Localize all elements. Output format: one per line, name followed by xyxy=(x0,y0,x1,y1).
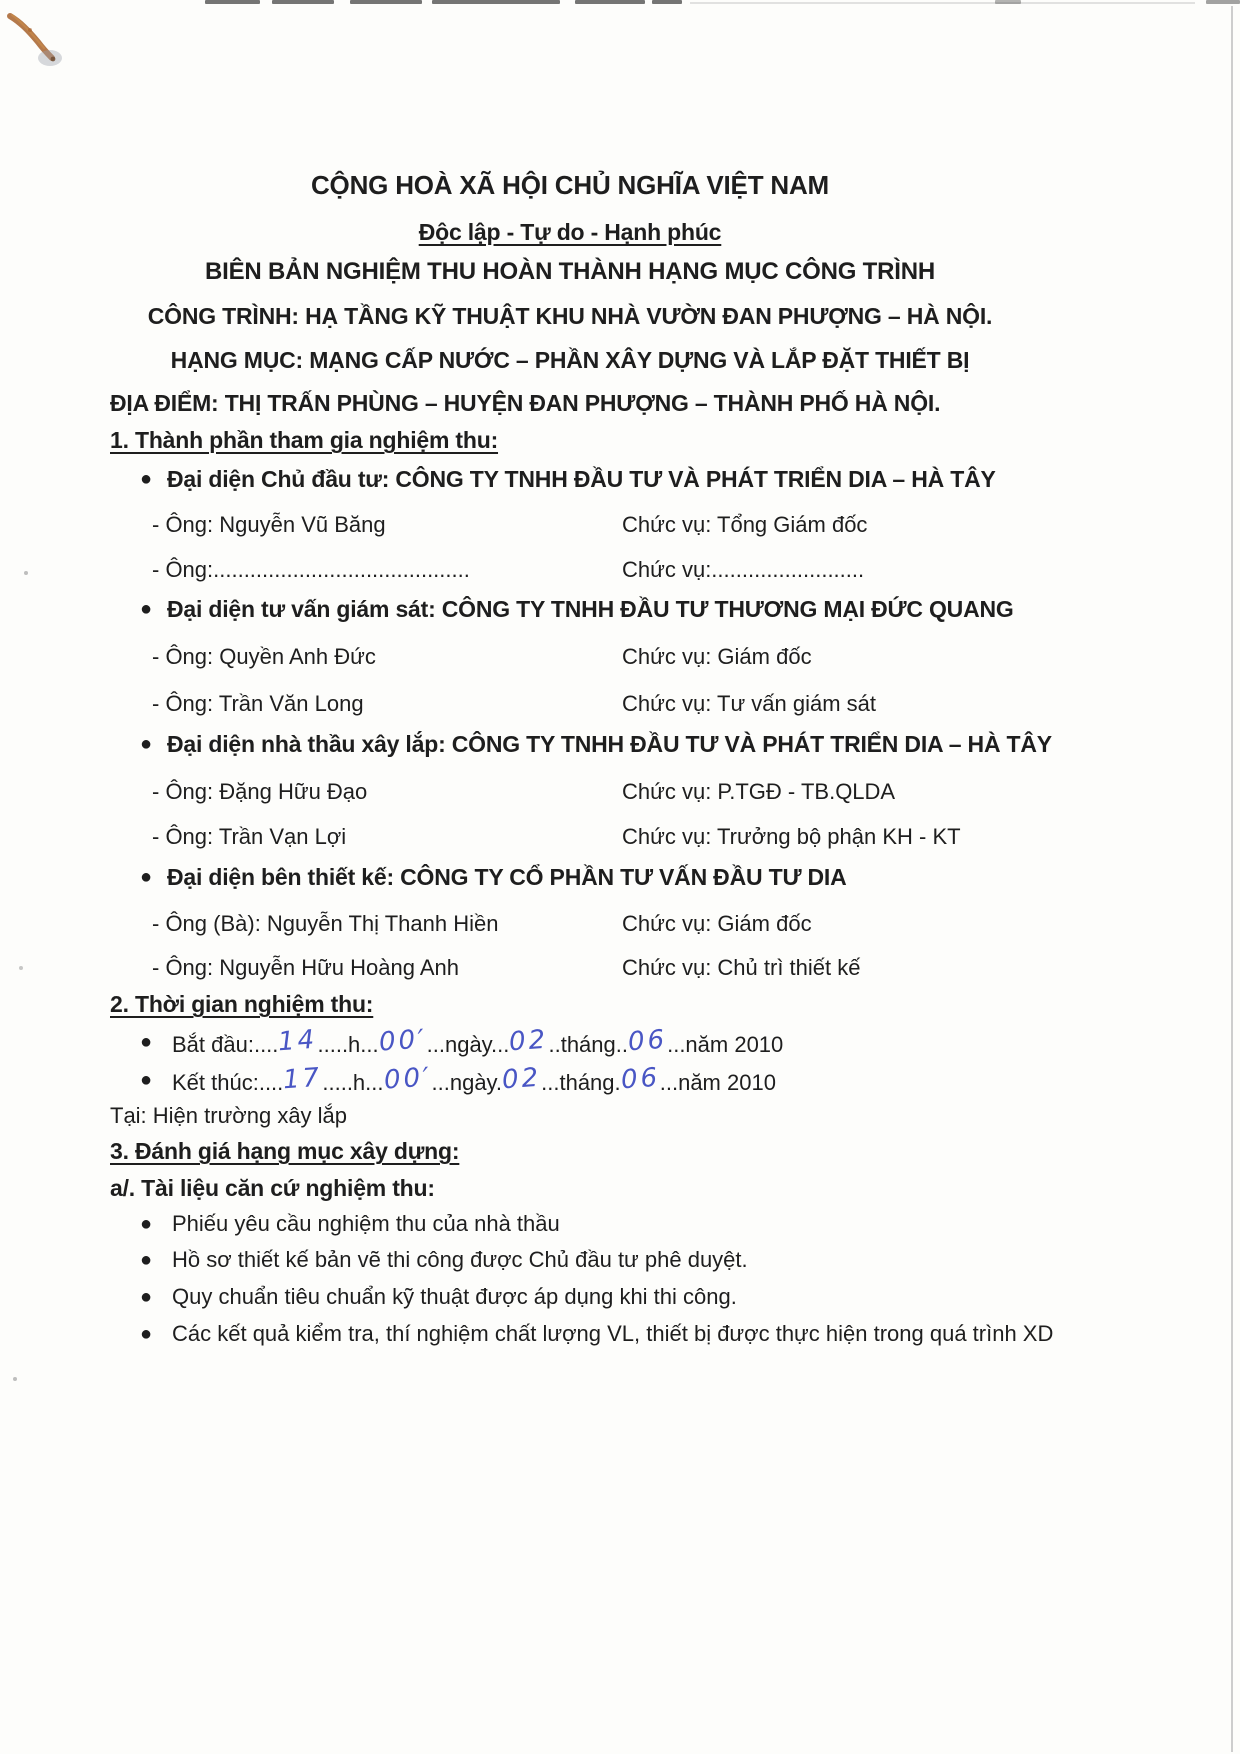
bullet-icon: ● xyxy=(140,1249,153,1271)
member-name: - Ông: Quyền Anh Đức xyxy=(152,644,376,669)
list-item-text: Hồ sơ thiết kế bản vẽ thi công được Chủ đầu tư phê duyệt. xyxy=(172,1247,748,1272)
scan-speck xyxy=(13,1377,17,1381)
member-name: - Ông: Trần Văn Long xyxy=(152,691,364,716)
bullet-icon: ● xyxy=(140,1286,153,1308)
national-motto xyxy=(0,219,1140,246)
bullet-icon: ● xyxy=(140,1323,153,1345)
scan-edge-mark xyxy=(995,0,1021,4)
bullet-icon: ● xyxy=(140,733,153,755)
handwritten-month: 06 xyxy=(619,1062,661,1096)
scan-edge-mark xyxy=(205,0,260,4)
member-role: Chức vụ:......................... xyxy=(622,557,865,582)
member-role: Chức vụ: Tổng Giám đốc xyxy=(622,512,868,537)
bullet-icon: ● xyxy=(140,866,153,888)
section1-heading xyxy=(110,427,1240,454)
member-role: Chức vụ: Tư vấn giám sát xyxy=(622,691,877,716)
handwritten-day: 02 xyxy=(508,1024,550,1058)
print-text: .....h... xyxy=(317,1032,379,1057)
list-item-text: Quy chuẩn tiêu chuẩn kỹ thuật được áp dụng khi thi công. xyxy=(172,1284,737,1309)
handwritten-hour: 14 xyxy=(277,1024,319,1058)
project-line: CÔNG TRÌNH: HẠ TẦNG KỸ THUẬT KHU NHÀ VƯỜN ĐAN PHƯỢNG – HÀ NỘI. xyxy=(147,303,993,329)
member-role: Chức vụ: Chủ trì thiết kế xyxy=(622,955,861,980)
list-item-text: Phiếu yêu cầu nghiệm thu của nhà thầu xyxy=(172,1211,560,1236)
member-role: Chức vụ: Giám đốc xyxy=(622,911,812,936)
section2-heading xyxy=(110,991,1240,1018)
scan-edge-mark xyxy=(350,0,422,4)
print-text: Bắt đầu:.... xyxy=(172,1032,279,1057)
item-line: HẠNG MỤC: MẠNG CẤP NƯỚC – PHẦN XÂY DỰNG VÀ LẮP ĐẶT THIẾT BỊ xyxy=(170,347,970,373)
section3-subheading: a/. Tài liệu căn cứ nghiệm thu: xyxy=(110,1175,435,1201)
scan-edge-mark xyxy=(1206,0,1240,4)
handwritten-minute: 00′ xyxy=(377,1024,428,1058)
member-name: - Ông: Đặng Hữu Đạo xyxy=(152,779,368,804)
print-text: ...ngày... xyxy=(426,1032,510,1057)
scan-edge-mark xyxy=(652,0,682,4)
group-label: Đại diện bên thiết kế: CÔNG TY CỔ PHẦN TƯ VẤN ĐẦU TƯ DIA xyxy=(167,864,847,890)
scan-edge-mark xyxy=(272,0,334,4)
national-title: CỘNG HOÀ XÃ HỘI CHỦ NGHĨA VIỆT NAM xyxy=(310,170,830,200)
print-text: .....h... xyxy=(322,1070,384,1095)
handwritten-month: 06 xyxy=(627,1024,669,1058)
list-item-text: Các kết quả kiểm tra, thí nghiệm chất lượng VL, thiết bị được thực hiện trong quá trình XD xyxy=(172,1321,1054,1346)
member-role: Chức vụ: Trưởng bộ phận KH - KT xyxy=(622,824,961,849)
national-motto-text: Độc lập - Tự do - Hạnh phúc xyxy=(418,219,722,245)
group-label: Đại diện nhà thầu xây lắp: CÔNG TY TNHH ĐẦU TƯ VÀ PHÁT TRIỂN DIA – HÀ TÂY xyxy=(167,731,1052,757)
section1-heading-text: 1. Thành phần tham gia nghiệm thu: xyxy=(110,427,499,453)
handwritten-hour: 17 xyxy=(282,1062,324,1096)
document-title: BIÊN BẢN NGHIỆM THU HOÀN THÀNH HẠNG MỤC CÔNG TRÌNH xyxy=(205,258,935,285)
location-line: ĐỊA ĐIỂM: THỊ TRẤN PHÙNG – HUYỆN ĐAN PHƯỢNG – THÀNH PHỐ HÀ NỘI. xyxy=(110,390,941,416)
member-role: Chức vụ: P.TGĐ - TB.QLDA xyxy=(622,779,896,804)
print-text: ..tháng.. xyxy=(548,1032,628,1057)
print-text: ...năm 2010 xyxy=(667,1032,784,1057)
bullet-icon: ● xyxy=(140,468,153,490)
scan-edge-mark xyxy=(432,0,560,4)
section3-heading-text: 3. Đánh giá hạng mục xây dựng: xyxy=(110,1138,460,1164)
rust-stain xyxy=(0,0,200,120)
handwritten-minute: 00′ xyxy=(382,1062,433,1096)
bullet-icon: ● xyxy=(140,1213,153,1235)
bullet-icon: ● xyxy=(140,1069,153,1091)
group-label: Đại diện tư vấn giám sát: CÔNG TY TNHH ĐẦU TƯ THƯƠNG MẠI ĐỨC QUANG xyxy=(167,596,1014,622)
start-time-line xyxy=(172,1024,784,1059)
section2-heading-text: 2. Thời gian nghiệm thu: xyxy=(110,991,374,1017)
at-location-line: Tại: Hiện trường xây lắp xyxy=(110,1103,348,1128)
scan-edge-mark xyxy=(575,0,645,4)
member-name: - Ông: Trần Vạn Lợi xyxy=(152,824,347,849)
section3-heading xyxy=(110,1138,1240,1165)
member-name: - Ông: Nguyễn Hữu Hoàng Anh xyxy=(152,955,460,980)
scan-edge-faint-line xyxy=(690,2,1195,4)
scan-speck xyxy=(24,571,28,575)
member-role: Chức vụ: Giám đốc xyxy=(622,644,812,669)
bullet-icon: ● xyxy=(140,1031,153,1053)
handwritten-day: 02 xyxy=(501,1062,543,1096)
print-text: ...ngày. xyxy=(431,1070,503,1095)
print-text: ...tháng. xyxy=(541,1070,621,1095)
member-name: - Ông:.......................................... xyxy=(152,557,470,582)
group-label: Đại diện Chủ đầu tư: CÔNG TY TNHH ĐẦU TƯ VÀ PHÁT TRIỂN DIA – HÀ TÂY xyxy=(167,466,996,492)
end-time-line xyxy=(172,1062,776,1097)
scan-speck xyxy=(19,966,23,970)
member-name: - Ông (Bà): Nguyễn Thị Thanh Hiền xyxy=(152,911,499,936)
scan-border-line xyxy=(1231,6,1233,1752)
print-text: ...năm 2010 xyxy=(659,1070,776,1095)
bullet-icon: ● xyxy=(140,598,153,620)
print-text: Kết thúc:.... xyxy=(172,1070,284,1095)
member-name: - Ông: Nguyễn Vũ Băng xyxy=(152,512,386,537)
